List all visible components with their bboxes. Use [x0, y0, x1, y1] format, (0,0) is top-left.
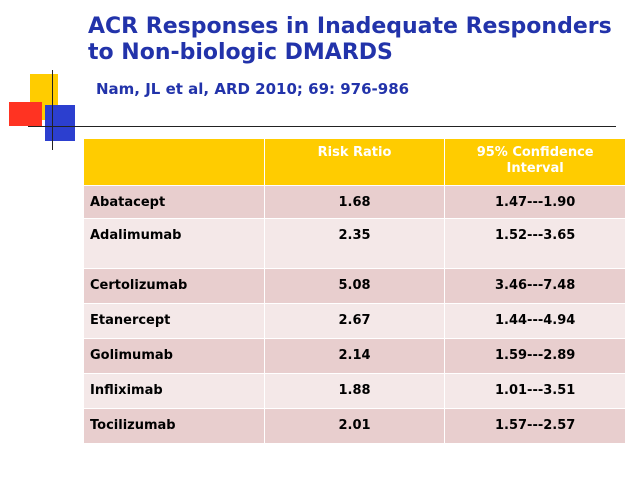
header-risk-ratio: Risk Ratio	[264, 139, 445, 186]
table-header-row	[84, 139, 626, 186]
drug-name: Adalimumab	[84, 219, 265, 269]
title-divider-line	[28, 126, 616, 127]
drug-name: Certolizumab	[84, 269, 265, 304]
table-row	[84, 409, 626, 444]
slide-logo-decoration	[0, 0, 90, 150]
confidence-interval-value: 1.59---2.89	[445, 339, 626, 374]
risk-ratio-value: 2.35	[264, 219, 445, 269]
table-row	[84, 269, 626, 304]
risk-ratio-value: 5.08	[264, 269, 445, 304]
table-row	[84, 186, 626, 219]
table-row	[84, 304, 626, 339]
confidence-interval-value: 1.44---4.94	[445, 304, 626, 339]
table-row	[84, 339, 626, 374]
slide-title: ACR Responses in Inadequate Responders to Non-biologic DMARDS	[88, 14, 612, 65]
drug-name: Golimumab	[84, 339, 265, 374]
logo-red-square	[9, 102, 42, 126]
header-confidence-interval: 95% Confidence Interval	[445, 139, 626, 186]
confidence-interval-value: 3.46---7.48	[445, 269, 626, 304]
drug-name: Abatacept	[84, 186, 265, 219]
header-drug	[84, 139, 265, 186]
risk-ratio-table	[83, 138, 626, 444]
confidence-interval-value: 1.57---2.57	[445, 409, 626, 444]
drug-name: Infliximab	[84, 374, 265, 409]
confidence-interval-value: 1.52---3.65	[445, 219, 626, 269]
confidence-interval-value: 1.47---1.90	[445, 186, 626, 219]
logo-blue-square	[45, 105, 75, 141]
risk-ratio-value: 2.14	[264, 339, 445, 374]
risk-ratio-value: 1.68	[264, 186, 445, 219]
risk-ratio-value: 1.88	[264, 374, 445, 409]
slide-citation: Nam, JL et al, ARD 2010; 69: 976-986	[96, 80, 410, 98]
risk-ratio-value: 2.67	[264, 304, 445, 339]
risk-ratio-value: 2.01	[264, 409, 445, 444]
table-row	[84, 219, 626, 269]
logo-vertical-line	[52, 70, 53, 150]
drug-name: Tocilizumab	[84, 409, 265, 444]
confidence-interval-value: 1.01---3.51	[445, 374, 626, 409]
table-row	[84, 374, 626, 409]
drug-name: Etanercept	[84, 304, 265, 339]
